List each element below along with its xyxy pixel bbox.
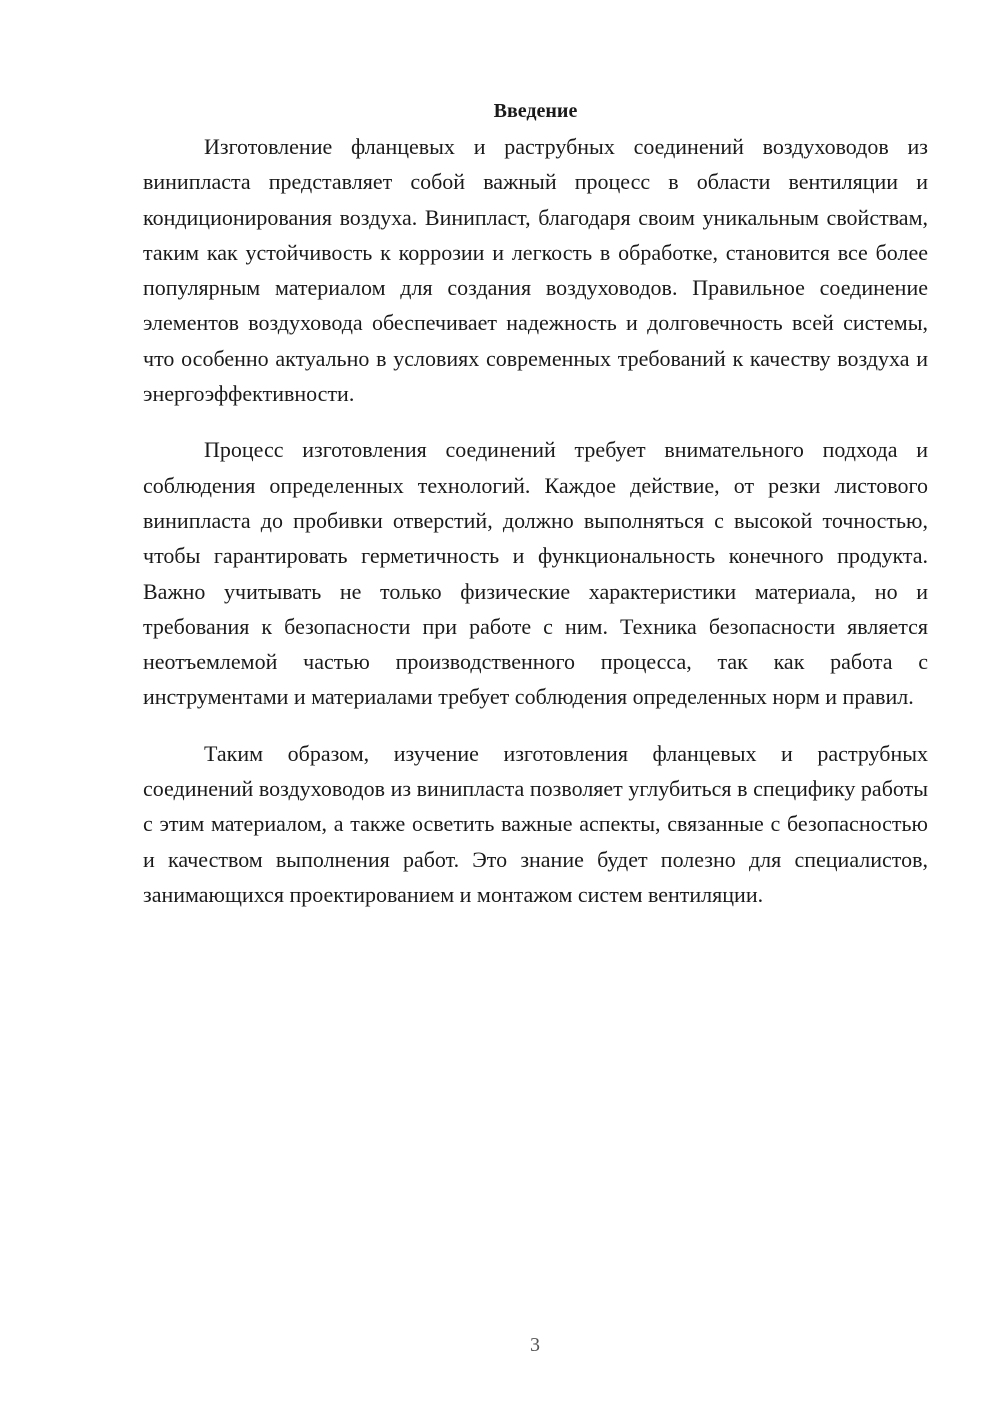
page-number: 3	[530, 1334, 540, 1356]
document-title: Введение	[493, 100, 578, 122]
paragraph-2: Процесс изготовления соединений требует внимательного подхода и соблюдения определенных технологий. Каждое действие, от резки листового винипласта до пробивки отверстий, должно выполняться с высокой точностью, чтобы гарантировать герметичность и функциональность конечного продукта. Важно учитывать не только физические характеристики материала, но и требования к безопасности при работе с ним. Техника безопасности является неотъемлемой частью производственного процесса, так как работа с инструментами и материалами требует соблюдения определенных норм и правил.	[143, 437, 928, 710]
document-body	[143, 97, 928, 933]
paragraph-3: Таким образом, изучение изготовления фланцевых и раструбных соединений воздуховодов из винипласта позволяет углубиться в специфику работы с этим материалом, а также осветить важные аспекты, связанные с безопасностью и качеством выполнения работ. Это знание будет полезно для специалистов, занимающихся проектированием и монтажом систем вентиляции.	[143, 740, 928, 907]
paragraph-1: Изготовление фланцевых и раструбных соединений воздуховодов из винипласта представляет собой важный процесс в области вентиляции и кондиционирования воздуха. Винипласт, благодаря своим уникальным свойствам, таким как устойчивость к коррозии и легкость в обработке, становится все более популярным материалом для создания воздуховодов. Правильное соединение элементов воздуховода обеспечивает надежность и долговечность всей системы, что особенно актуально в условиях современных требований к качеству воздуха и энергоэффективности.	[143, 134, 928, 407]
